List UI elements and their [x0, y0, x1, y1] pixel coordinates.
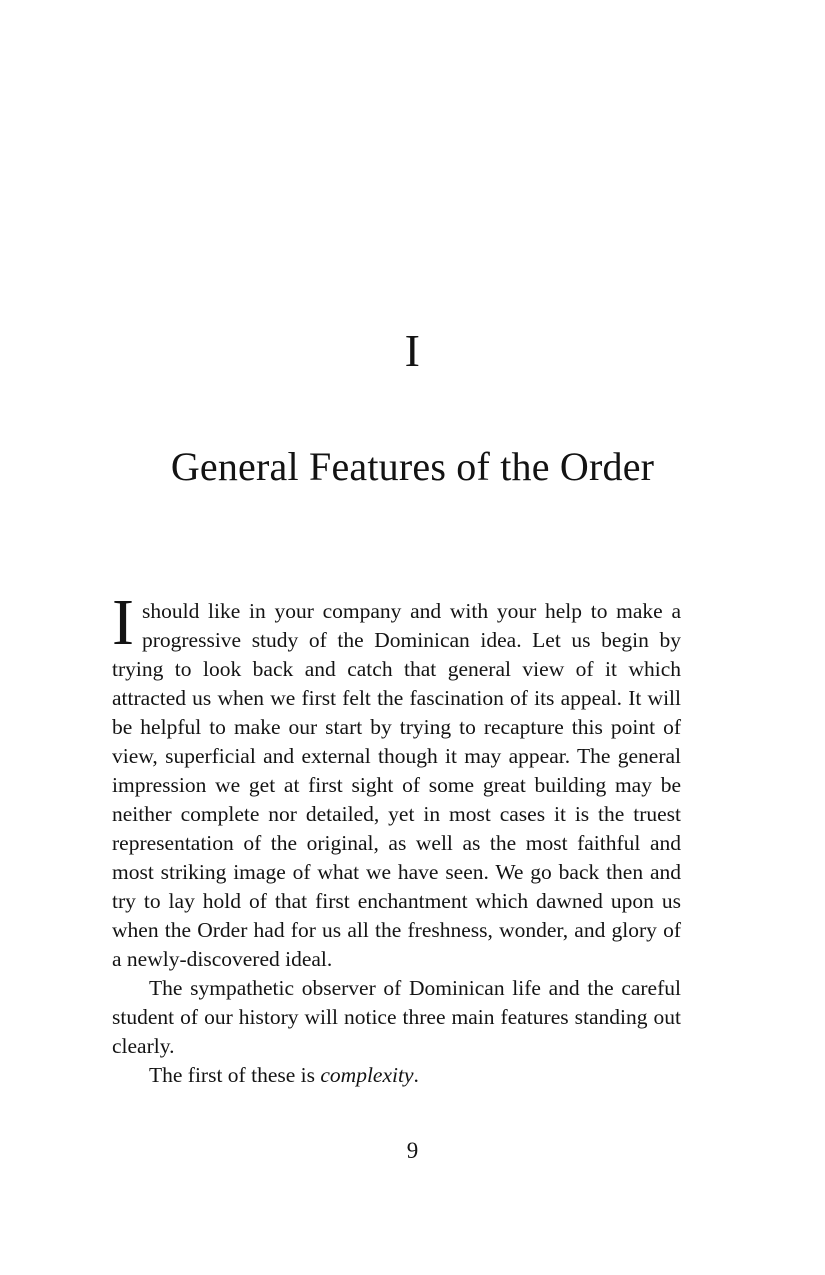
paragraph-third-prefix: The first of these is — [149, 1063, 321, 1087]
chapter-title: General Features of the Order — [170, 444, 655, 489]
paragraph-third-suffix: . — [413, 1063, 419, 1087]
page-number: 9 — [406, 1138, 419, 1163]
italic-term: complexity — [320, 1063, 414, 1087]
paragraph-opening-text: should like in your company and with your help to make a progressive study of the Dominican idea. Let us begin by trying to look back and catch that general view of it which attracted us when we first felt the fascination of its appeal. It will be helpful to make our start by trying to recapture this point of view, superficial and external though it may appear. The general impression we get at first sight of some great building may be neither complete nor detailed, yet in most cases it is the truest representation of the original, as well as the most faithful and most striking image of what we have seen. We go back then and try to lay hold of that first enchantment which dawned upon us when the Order had for us all the freshness, wonder, and glory of a newly-discovered ideal. — [112, 599, 681, 971]
chapter-number: I — [404, 325, 421, 376]
paragraph-third — [112, 1061, 681, 1090]
paragraph-second: The sympathetic observer of Dominican life and the careful student of our history will notice three main features standing out clearly. — [112, 976, 681, 1058]
paragraph-opening — [112, 586, 681, 974]
drop-cap: I — [112, 586, 134, 659]
body-text — [112, 586, 681, 1090]
